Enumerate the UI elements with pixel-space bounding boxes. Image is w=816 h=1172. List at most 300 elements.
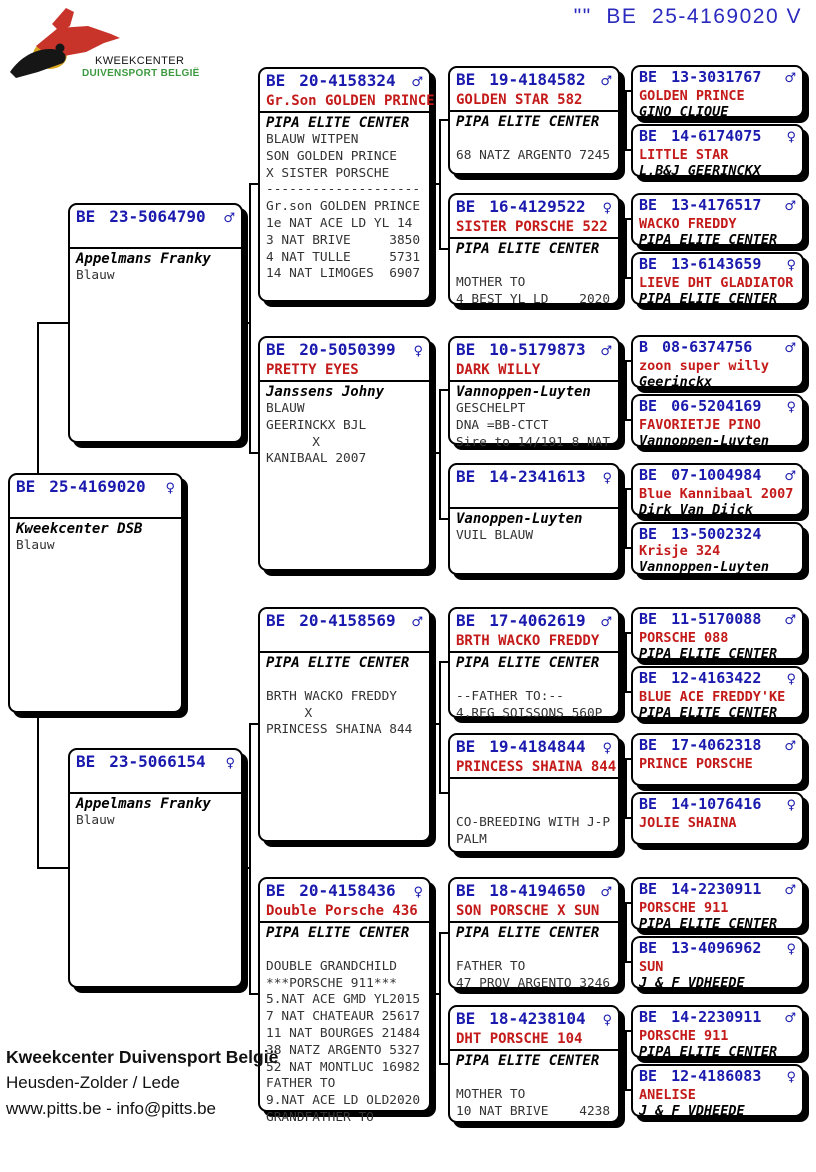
ring-line	[639, 255, 796, 275]
detail-line: GEERINCKX BJL	[266, 417, 367, 433]
detail-line: MOTHER TO	[456, 274, 526, 290]
detail-line: 1e NAT ACE LD YL 14	[266, 215, 413, 231]
ring-number: 14-2230911	[671, 1008, 762, 1026]
pigeon-name: PRINCE PORSCHE	[639, 756, 753, 772]
footer-location: Heusden-Zolder / Lede	[6, 1073, 180, 1092]
pedigree-box-g5-4[interactable]	[631, 252, 804, 305]
connector-line	[625, 360, 627, 421]
ring-number: 11-5170088	[671, 610, 762, 628]
pedigree-box-subject[interactable]	[8, 473, 183, 713]
ring-line	[456, 611, 612, 633]
ring-number: 13-6143659	[671, 255, 762, 273]
detail-line: 4 BEST YL LD 2020	[456, 291, 611, 307]
detail-line: 47 PROV ARGENTO 3246	[456, 975, 611, 991]
sex-icon: ♀	[602, 471, 612, 486]
ring-number: 13-4096962	[671, 939, 762, 957]
footer-website-email: www.pitts.be - info@pitts.be	[6, 1099, 217, 1118]
connector-line	[37, 711, 39, 869]
ring-line	[16, 477, 175, 499]
owner-name: PIPA ELITE CENTER	[639, 646, 778, 662]
ring-number: 16-4129522	[489, 197, 586, 216]
detail-line: 4 NAT TULLE 5731	[266, 249, 421, 265]
connector-line	[620, 119, 625, 121]
connector-line	[431, 452, 439, 454]
pedigree-box-g4-7[interactable]	[448, 877, 620, 989]
divider	[450, 777, 618, 779]
ring-line	[639, 610, 796, 630]
pedigree-box-g5-11[interactable]	[631, 733, 804, 786]
detail-line: Blauw	[76, 813, 115, 828]
pedigree-box-g5-16[interactable]	[631, 1064, 804, 1117]
pedigree-box-g5-5[interactable]	[631, 335, 804, 388]
owner-name: PIPA ELITE CENTER	[639, 232, 778, 248]
sex-icon: ♂	[784, 739, 796, 754]
detail-line: FATHER TO	[456, 958, 526, 974]
pigeon-name: Double Porsche 436	[266, 903, 418, 919]
ring-number: 14-2230911	[671, 880, 762, 898]
detail-line	[456, 131, 612, 148]
owner-name: Dirk Van Dijck	[639, 502, 753, 518]
detail-line: X	[266, 705, 313, 721]
owner-name: Vannoppen-Luyten	[639, 559, 770, 575]
detail-line: DOUBLE GRANDCHILD	[266, 958, 397, 974]
ring-number: 12-4186083	[671, 1067, 762, 1085]
detail-line: 38 NATZ ARGENTO 5327	[266, 1042, 421, 1058]
detail-line: BRTH WACKO FREDDY	[266, 688, 397, 704]
pedigree-box-g5-13[interactable]	[631, 877, 804, 930]
sex-icon: ♀	[602, 201, 612, 216]
ring-number: 20-4158569	[299, 611, 396, 630]
owner-name: PIPA ELITE CENTER	[456, 655, 600, 671]
ring-line	[266, 611, 423, 633]
ring-country: BE	[639, 795, 658, 813]
connector-line	[37, 867, 68, 869]
owner-name	[639, 772, 796, 788]
ring-number: 14-1076416	[671, 795, 762, 813]
logo	[8, 2, 208, 84]
sex-icon: ♀	[413, 344, 423, 359]
detail-line: 9.NAT ACE LD OLD2020	[266, 1093, 421, 1109]
connector-line	[243, 867, 251, 869]
divider	[450, 921, 618, 923]
owner-name: L,B&J GEERINCKX	[639, 163, 761, 179]
pedigree-box-g5-3[interactable]	[631, 193, 804, 246]
connector-line	[37, 322, 68, 324]
pedigree-box-g5-1[interactable]	[631, 65, 804, 118]
connector-line	[625, 218, 627, 279]
ring-country: BE	[266, 881, 286, 900]
ring-country: BE	[639, 466, 658, 484]
ring-line	[456, 1009, 612, 1031]
sex-icon: ♂	[600, 885, 612, 900]
divider	[450, 651, 618, 653]
owner-name: PIPA ELITE CENTER	[456, 241, 600, 257]
pedigree-box-g5-12[interactable]	[631, 792, 804, 845]
ring-line	[639, 127, 796, 147]
ring-country: BE	[16, 477, 36, 496]
ring-number: 18-4238104	[489, 1009, 586, 1028]
divider	[450, 110, 618, 112]
connector-line	[249, 183, 251, 454]
pedigree-box-g4-1[interactable]	[448, 66, 620, 175]
detail-line	[456, 1070, 612, 1087]
pigeon-name	[16, 499, 175, 516]
sex-icon: ♂	[784, 883, 796, 898]
pigeon-name	[76, 229, 235, 246]
ring-country: BE	[639, 736, 658, 754]
page-title: "" BE 25-4169020 V	[573, 5, 802, 28]
connector-line	[625, 1030, 627, 1091]
connector-line	[439, 661, 441, 794]
ring-country: BE	[456, 197, 476, 216]
pigeon-name: FAVORIETJE PINO	[639, 417, 761, 433]
ring-number: 10-5179873	[489, 340, 586, 359]
pedigree-box-g4-3[interactable]	[448, 336, 620, 450]
logo-text-line1: KWEEKCENTER	[95, 55, 185, 67]
detail-line: GRANDFATHER TO	[266, 1109, 374, 1125]
pedigree-box-g4-6[interactable]	[448, 733, 620, 853]
ring-number: 17-4062318	[671, 736, 762, 754]
pigeon-name: GOLDEN PRINCE	[639, 88, 745, 104]
owner-name: Vannoppen-Luyten	[456, 384, 591, 400]
ring-country: BE	[639, 1008, 658, 1026]
ring-line	[639, 466, 796, 486]
owner-name: Vanoppen-Luyten	[456, 511, 583, 527]
connector-line	[620, 792, 625, 794]
connector-line	[625, 488, 627, 549]
ring-line	[456, 467, 612, 489]
ring-country: BE	[639, 196, 658, 214]
ring-line	[639, 880, 796, 900]
owner-name: Kweekcenter DSB	[16, 521, 143, 537]
detail-line: Blauw	[76, 268, 115, 283]
pedigree-box-g4-5[interactable]	[448, 607, 620, 721]
owner-name: PIPA ELITE CENTER	[456, 1053, 600, 1069]
pigeon-name: LITTLE STAR	[639, 147, 729, 163]
detail-line: BLAUW WITPEN	[266, 132, 359, 147]
sex-icon: ♂	[411, 615, 423, 630]
pigeon-name: DARK WILLY	[456, 362, 541, 378]
detail-line: PALM	[456, 831, 487, 847]
ring-country: BE	[456, 70, 476, 89]
pedigree-box-g3-3[interactable]	[258, 607, 431, 842]
detail-line: MOTHER TO	[456, 1086, 526, 1102]
sex-icon: ♀	[786, 400, 796, 415]
divider	[260, 921, 429, 923]
detail-line: 11 NAT BOURGES 21484	[266, 1025, 421, 1041]
pedigree-box-g5-8[interactable]	[631, 522, 804, 575]
detail-line: KANIBAAL 2007	[266, 451, 367, 467]
pigeon-name: BRTH WACKO FREDDY	[456, 633, 600, 649]
sex-icon: ♀	[602, 741, 612, 756]
pedigree-box-g5-9[interactable]	[631, 607, 804, 660]
sex-icon: ♀	[602, 1013, 612, 1028]
divider	[450, 1049, 618, 1051]
owner-name: PIPA ELITE CENTER	[639, 705, 778, 721]
pigeon-name: SISTER PORSCHE 522	[456, 219, 608, 235]
divider	[70, 247, 241, 249]
connector-line	[439, 119, 441, 250]
ring-country: BE	[76, 752, 96, 771]
detail-line: 68 NATZ ARGENTO 7245	[456, 147, 611, 163]
ring-number: 18-4194650	[489, 881, 586, 900]
connector-line	[620, 932, 625, 934]
ring-number: 13-4176517	[671, 196, 762, 214]
detail-line	[456, 798, 612, 815]
ring-country: BE	[76, 207, 96, 226]
ring-line	[456, 737, 612, 759]
detail-line: FATHER TO	[266, 1076, 336, 1092]
detail-line: SON GOLDEN PRINCE	[266, 148, 397, 164]
connector-line	[620, 661, 625, 663]
ring-number: 20-4158324	[299, 71, 396, 90]
divider	[10, 517, 181, 519]
pedigree-box-g3-4[interactable]	[258, 877, 431, 1125]
pigeon-name: PORSCHE 088	[639, 630, 729, 646]
owner-name: PIPA ELITE CENTER	[639, 1044, 778, 1060]
ring-line	[639, 736, 796, 756]
connector-line	[625, 902, 627, 963]
connector-line	[439, 792, 448, 794]
sex-icon: ♂	[784, 199, 796, 214]
ring-country: BE	[639, 1067, 658, 1085]
owner-name: Vannoppen-Luyten	[639, 433, 770, 449]
ring-number: 19-4184582	[489, 70, 586, 89]
owner-name	[639, 831, 796, 847]
detail-line: Blauw	[16, 538, 55, 553]
pedigree-box-g3-1[interactable]	[258, 67, 435, 302]
owner-name: Janssens Johny	[266, 384, 385, 400]
detail-line	[456, 258, 612, 275]
pedigree-box-g4-8[interactable]	[448, 1005, 620, 1123]
ring-country: BE	[456, 467, 476, 486]
sex-icon: ♂	[411, 75, 423, 90]
pigeon-name: SUN	[639, 959, 664, 975]
divider	[70, 792, 241, 794]
connector-line	[439, 1063, 448, 1065]
ring-line	[639, 1067, 796, 1087]
ring-number: 19-4184844	[489, 737, 586, 756]
connector-line	[620, 518, 625, 520]
ring-line	[639, 338, 796, 358]
ring-line	[456, 340, 612, 362]
sex-icon: ♀	[225, 756, 235, 771]
detail-line: BLAUW	[266, 401, 305, 416]
sex-icon: ♀	[413, 885, 423, 900]
pigeon-name: BLUE ACE FREDDY'KE	[639, 689, 786, 705]
ring-number: 23-5064790	[109, 207, 206, 226]
sex-icon: ♂	[784, 341, 796, 356]
pigeon-name: SON PORSCHE X SUN	[456, 903, 600, 919]
divider	[450, 380, 618, 382]
footer	[6, 1044, 278, 1122]
connector-line	[439, 389, 441, 520]
connector-line	[243, 322, 251, 324]
connector-line	[431, 993, 439, 995]
pigeon-name: GOLDEN STAR 582	[456, 92, 583, 108]
detail-line	[456, 672, 612, 689]
detail-line: VUIL BLAUW	[456, 528, 534, 543]
owner-name: Appelmans Franky	[76, 796, 211, 812]
detail-line: GESCHELPT	[456, 401, 526, 416]
pigeon-name: ANELISE	[639, 1087, 696, 1103]
ring-country: BE	[639, 68, 658, 86]
ring-line	[639, 669, 796, 689]
pigeon-name	[456, 489, 612, 506]
ring-line	[639, 939, 796, 959]
connector-line	[439, 518, 448, 520]
detail-line: 3 NAT BRIVE 3850	[266, 232, 421, 248]
ring-number: 06-5204169	[671, 397, 762, 415]
ring-line	[639, 68, 796, 88]
detail-line: 14 NAT LIMOGES 6907	[266, 266, 421, 282]
pedigree-box-g4-2[interactable]	[448, 193, 620, 305]
sex-icon: ♂	[600, 615, 612, 630]
ring-country: BE	[456, 340, 476, 359]
pigeon-name: JOLIE SHAINA	[639, 815, 737, 831]
pedigree-box-dam[interactable]	[68, 748, 243, 988]
ring-country: BE	[266, 71, 286, 90]
connector-line	[620, 1063, 625, 1065]
ring-number: 25-4169020	[49, 477, 146, 496]
ring-line	[639, 397, 796, 417]
connector-line	[431, 723, 439, 725]
connector-line	[249, 452, 258, 454]
ring-line	[639, 1008, 796, 1028]
detail-line: 52 NAT MONTLUC 16982	[266, 1059, 421, 1075]
owner-name: PIPA ELITE CENTER	[456, 925, 600, 941]
ring-line	[266, 71, 423, 93]
ring-number: 17-4062619	[489, 611, 586, 630]
detail-line	[266, 942, 423, 959]
ring-number: 20-4158436	[299, 881, 396, 900]
ring-line	[456, 70, 612, 92]
logo-text-line2: DUIVENSPORT BELGIË	[82, 68, 200, 79]
ring-country: BE	[456, 611, 476, 630]
connector-line	[625, 758, 627, 819]
sex-icon: ♂	[784, 613, 796, 628]
detail-line: Sire to 14/191 8 NAT	[456, 434, 611, 450]
pedigree-box-sire[interactable]	[68, 203, 243, 443]
pedigree-box-g3-2[interactable]	[258, 336, 431, 571]
detail-line: Gr.son GOLDEN PRINCE	[266, 199, 421, 215]
pigeon-name: PORSCHE 911	[639, 1028, 729, 1044]
pigeon-name: WACKO FREDDY	[639, 216, 737, 232]
owner-name: PIPA ELITE CENTER	[639, 291, 778, 307]
pedigree-box-g5-2[interactable]	[631, 124, 804, 177]
ring-number: 14-2341613	[489, 467, 586, 486]
pedigree-box-g5-15[interactable]	[631, 1005, 804, 1058]
ring-line	[76, 207, 235, 229]
connector-line	[439, 248, 448, 250]
ring-number: 23-5066154	[109, 752, 206, 771]
ring-country: BE	[639, 397, 658, 415]
ring-country: BE	[639, 525, 658, 543]
detail-line	[266, 672, 423, 689]
detail-line: --------------------	[266, 182, 421, 198]
owner-name: PIPA ELITE CENTER	[456, 114, 600, 130]
pigeon-name: LIEVE DHT GLADIATOR	[639, 275, 794, 291]
detail-line: CO-BREEDING WITH J-P	[456, 814, 611, 830]
sex-icon: ♀	[786, 942, 796, 957]
pigeon-name: Blue Kannibaal 2007	[639, 486, 794, 502]
ring-country: BE	[639, 880, 658, 898]
connector-line	[431, 183, 439, 185]
pigeon-name	[76, 774, 235, 791]
detail-line: X	[266, 434, 320, 450]
sex-icon: ♀	[786, 798, 796, 813]
ring-number: 12-4163422	[671, 669, 762, 687]
owner-name: PIPA ELITE CENTER	[266, 655, 410, 671]
divider	[260, 380, 429, 382]
divider	[450, 507, 618, 509]
pigeon-name	[266, 633, 423, 650]
detail-line: 4.REG SOISSONS 560P	[456, 705, 603, 721]
detail-line: ***PORSCHE 911***	[266, 975, 397, 991]
pigeon-name: PRINCESS SHAINA 844	[456, 759, 617, 775]
pigeon-name: PORSCHE 911	[639, 900, 729, 916]
ring-country: B	[639, 338, 649, 356]
sex-icon: ♂	[223, 211, 235, 226]
owner-name: Appelmans Franky	[76, 251, 211, 267]
logo-black-bird-head	[56, 44, 65, 53]
logo-black-bird	[10, 49, 66, 78]
ring-country: BE	[639, 610, 658, 628]
pedigree-box-g5-6[interactable]	[631, 394, 804, 447]
ring-line	[456, 197, 612, 219]
pedigree-box-g4-4[interactable]	[448, 463, 620, 575]
owner-name: J & F VDHEEDE	[639, 1103, 745, 1119]
detail-line: 5.NAT ACE GMD YL2015	[266, 992, 421, 1008]
pigeon-name: DHT PORSCHE 104	[456, 1031, 583, 1047]
sex-icon: ♀	[165, 481, 175, 496]
owner-name: Geerinckx	[639, 374, 713, 390]
ring-number: 20-5050399	[299, 340, 396, 359]
pedigree-box-g5-7[interactable]	[631, 463, 804, 516]
pedigree-box-g5-14[interactable]	[631, 936, 804, 989]
divider	[450, 237, 618, 239]
ring-number: 13-3031767	[671, 68, 762, 86]
connector-line	[620, 248, 625, 250]
detail-line: DNA =BB-CTCT	[456, 417, 549, 433]
ring-country: BE	[266, 340, 286, 359]
ring-country: BE	[456, 1009, 476, 1028]
sex-icon: ♂	[600, 344, 612, 359]
sex-icon: ♀	[786, 1070, 796, 1085]
detail-line: --FATHER TO:--	[456, 688, 564, 704]
ring-line	[639, 795, 796, 815]
ring-country: BE	[266, 611, 286, 630]
ring-line	[639, 196, 796, 216]
ring-line	[639, 525, 796, 543]
detail-line: 10 NAT BRIVE 4238	[456, 1103, 611, 1119]
owner-name: PIPA ELITE CENTER	[639, 916, 778, 932]
ring-country: BE	[639, 127, 658, 145]
owner-name: GINO CLIQUE	[639, 104, 729, 120]
pigeon-name: zoon super willy	[639, 358, 770, 374]
ring-line	[456, 881, 612, 903]
ring-country: BE	[639, 255, 658, 273]
connector-line	[37, 322, 39, 475]
sex-icon: ♀	[786, 130, 796, 145]
ring-country: BE	[456, 881, 476, 900]
pedigree-box-g5-10[interactable]	[631, 666, 804, 719]
ring-number: 14-6174075	[671, 127, 762, 145]
connector-line	[439, 932, 441, 1065]
sex-icon: ♀	[786, 258, 796, 273]
detail-line: X SISTER PORSCHE	[266, 165, 390, 181]
ring-line	[76, 752, 235, 774]
